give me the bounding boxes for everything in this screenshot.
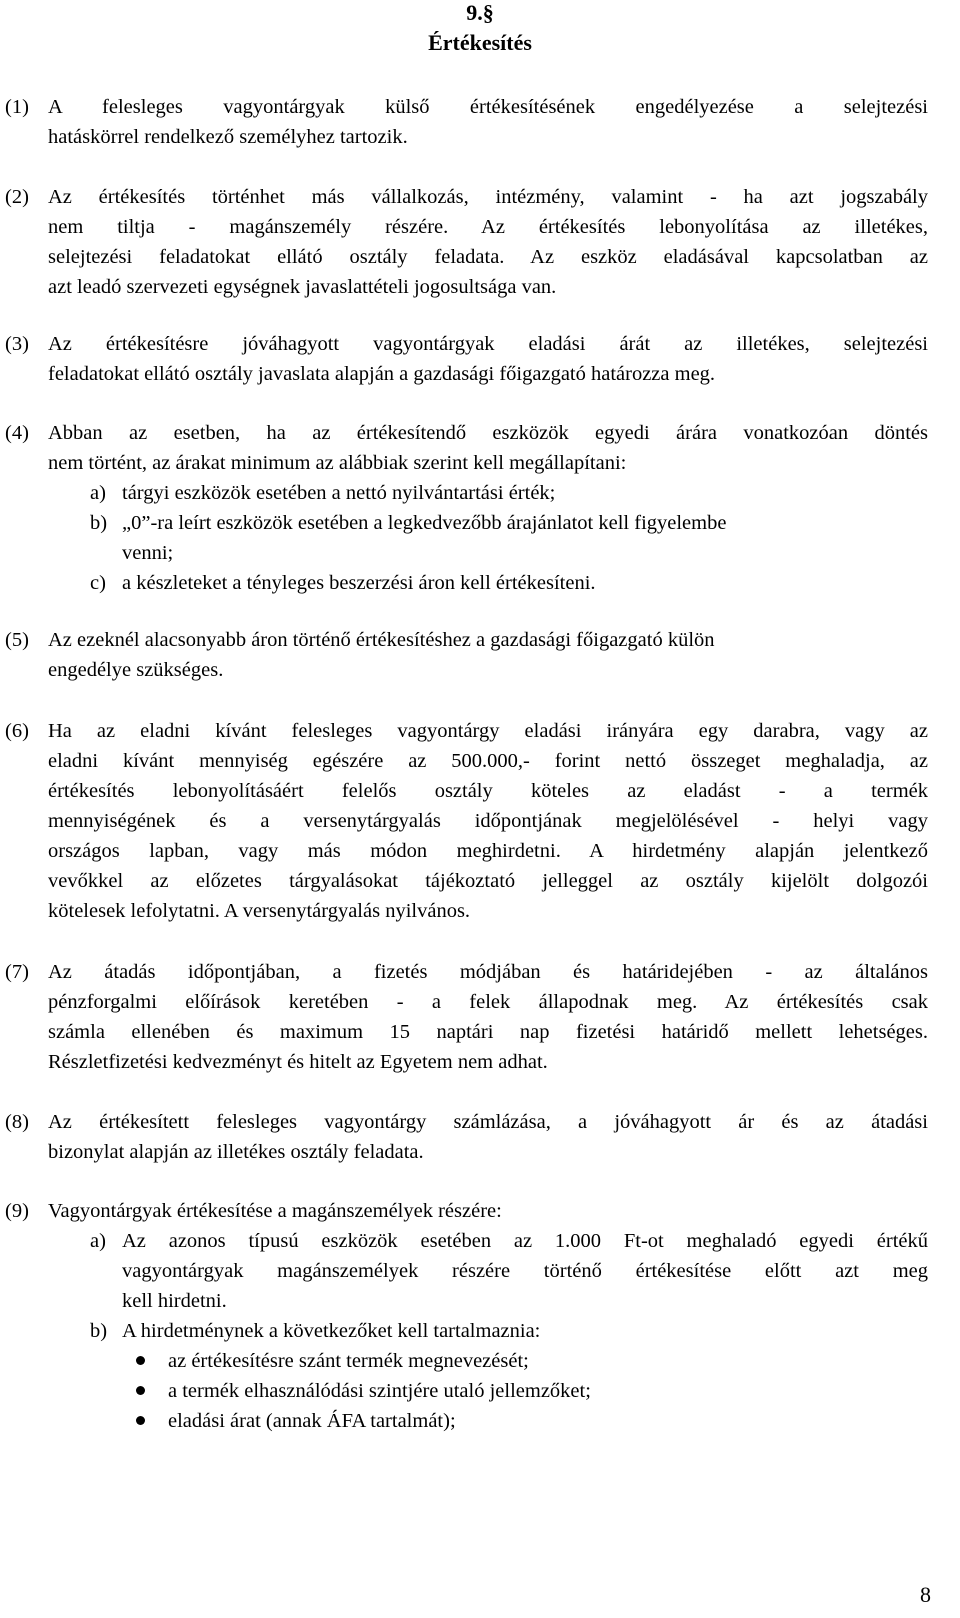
list-item-text: a készleteket a tényleges beszerzési áron kell értékesíteni. bbox=[122, 572, 596, 594]
paragraph-line: bizonylat alapján az illetékes osztály feladata. bbox=[48, 1141, 424, 1163]
paragraph-line: vevőkkel az előzetes tárgyalásokat tájékoztató jelleggel az osztály kijelölt dolgozói bbox=[48, 870, 928, 892]
paragraph-line: eladni kívánt mennyiség egészére az 500.000,- forint nettó összeget meghaladja, az bbox=[48, 750, 928, 772]
paragraph-line: A felesleges vagyontárgyak külső értékesítésének engedélyezése a selejtezési bbox=[48, 96, 928, 118]
list-item-text: vagyontárgyak magánszemélyek részére történő értékesítése előtt azt meg bbox=[122, 1260, 928, 1282]
paragraph-number: (5) bbox=[5, 629, 29, 651]
paragraph-line: Abban az esetben, ha az értékesítendő eszközök egyedi árára vonatkozóan döntés bbox=[48, 422, 928, 444]
bullet-text: az értékesítésre szánt termék megnevezését; bbox=[168, 1350, 529, 1372]
paragraph-line: Az átadás időpontjában, a fizetés módjában és határidejében - az általános bbox=[48, 961, 928, 983]
list-item-text: kell hirdetni. bbox=[122, 1290, 227, 1312]
bullet-text: a termék elhasználódási szintjére utaló jellemzőket; bbox=[168, 1380, 591, 1402]
bullet-dot bbox=[136, 1356, 145, 1365]
paragraph-line: országos lapban, vagy más módon meghirdetni. A hirdetmény alapján jelentkező bbox=[48, 840, 928, 862]
paragraph-line: Az ezeknél alacsonyabb áron történő értékesítéshez a gazdasági főigazgató külön bbox=[48, 629, 715, 651]
paragraph-line: Ha az eladni kívánt felesleges vagyontárgy eladási irányára egy darabra, vagy az bbox=[48, 720, 928, 742]
bullet-text: eladási árat (annak ÁFA tartalmát); bbox=[168, 1410, 456, 1432]
paragraph-line: azt leadó szervezeti egységnek javaslattételi jogosultsága van. bbox=[48, 276, 557, 298]
page-number: 8 bbox=[920, 1582, 931, 1607]
paragraph-line: mennyiségének és a versenytárgyalás időpontjának megjelölésével - helyi vagy bbox=[48, 810, 928, 832]
paragraph-line: pénzforgalmi előírások keretében - a felek állapodnak meg. Az értékesítés csak bbox=[48, 991, 928, 1013]
paragraph-number: (4) bbox=[5, 422, 29, 444]
paragraph-line: Az értékesítésre jóváhagyott vagyontárgyak eladási árát az illetékes, selejtezési bbox=[48, 333, 928, 355]
paragraph-number: (9) bbox=[5, 1200, 29, 1222]
list-item-label: a) bbox=[90, 1230, 106, 1252]
list-item-label: b) bbox=[90, 1320, 108, 1342]
list-item-label: c) bbox=[90, 572, 106, 594]
section-title: Értékesítés bbox=[428, 30, 532, 55]
paragraph-number: (1) bbox=[5, 96, 29, 118]
paragraph-line: kötelesek lefolytatni. A versenytárgyalás nyilvános. bbox=[48, 900, 471, 922]
list-item-text: tárgyi eszközök esetében a nettó nyilvántartási érték; bbox=[122, 482, 556, 504]
paragraph-line: Vagyontárgyak értékesítése a magánszemélyek részére: bbox=[48, 1200, 502, 1222]
paragraph-line: engedélye szükséges. bbox=[48, 659, 224, 681]
paragraph-line: nem történt, az árakat minimum az alábbiak szerint kell megállapítani: bbox=[48, 452, 627, 474]
list-item-text: A hirdetménynek a következőket kell tartalmaznia: bbox=[122, 1320, 541, 1342]
paragraph-line: hatáskörrel rendelkező személyhez tartozik. bbox=[48, 126, 408, 148]
paragraph-number: (8) bbox=[5, 1111, 29, 1133]
bullet-dot bbox=[136, 1416, 145, 1425]
section-number: 9.§ bbox=[466, 0, 494, 25]
list-item-label: a) bbox=[90, 482, 106, 504]
paragraph-line: nem tiltja - magánszemély részére. Az értékesítés lebonyolítása az illetékes, bbox=[48, 216, 928, 238]
paragraph-line: selejtezési feladatokat ellátó osztály feladata. Az eszköz eladásával kapcsolatban az bbox=[48, 246, 928, 268]
paragraph-line: Az értékesítés történhet más vállalkozás, intézmény, valamint - ha azt jogszabály bbox=[48, 186, 928, 208]
paragraph-number: (7) bbox=[5, 961, 29, 983]
list-item-label: b) bbox=[90, 512, 108, 534]
list-item-text: venni; bbox=[122, 542, 174, 564]
paragraph-number: (2) bbox=[5, 186, 29, 208]
paragraph-line: Részletfizetési kedvezményt és hitelt az Egyetem nem adhat. bbox=[48, 1051, 548, 1073]
paragraph-line: Az értékesített felesleges vagyontárgy számlázása, a jóváhagyott ár és az átadási bbox=[48, 1111, 928, 1133]
list-item-text: Az azonos típusú eszközök esetében az 1.000 Ft-ot meghaladó egyedi értékű bbox=[122, 1230, 928, 1252]
paragraph-number: (6) bbox=[5, 720, 29, 742]
bullet-dot bbox=[136, 1386, 145, 1395]
paragraph-line: feladatokat ellátó osztály javaslata alapján a gazdasági főigazgató határozza meg. bbox=[48, 363, 716, 385]
paragraph-line: értékesítés lebonyolításáért felelős osztály köteles az eladást - a termék bbox=[48, 780, 928, 802]
paragraph-line: számla ellenében és maximum 15 naptári nap fizetési határidő mellett lehetséges. bbox=[48, 1021, 928, 1043]
list-item-text: „0”-ra leírt eszközök esetében a legkedvezőbb árajánlatot kell figyelembe bbox=[122, 512, 727, 534]
paragraph-number: (3) bbox=[5, 333, 29, 355]
